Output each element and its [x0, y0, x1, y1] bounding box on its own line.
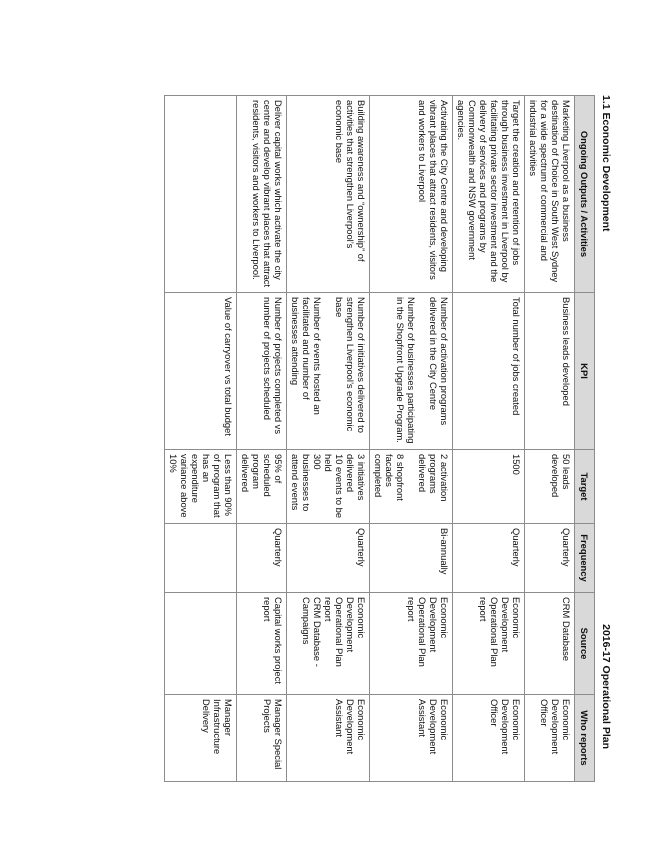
activity-cell: Building awareness and “ownership” of activities that strengthen Liverpool’s economic base — [287, 96, 370, 293]
frequency-cell: Bi-annually — [370, 524, 453, 593]
section-title: 1.1 Economic Development — [600, 95, 612, 232]
target-line: 10 events to be held — [323, 454, 345, 519]
source-cell — [165, 593, 237, 695]
target-cell: 50 leads developed — [525, 450, 575, 524]
column-header-activities: Ongoing Outputs / Activities — [575, 96, 595, 293]
operational-plan-table — [164, 95, 595, 782]
table-row — [453, 96, 525, 782]
target-cell: Less than 90% of program that has an expenditure variance above 10% — [165, 450, 237, 524]
kpi-cell: Number of projects completed vs number of projects scheduled — [237, 293, 287, 450]
table-row — [165, 96, 237, 782]
activity-cell: Deliver capital works which activate the city centre and develop vibrant places that attract residents, visitors and workers to Liverpool. — [237, 96, 287, 293]
column-header-who-reports: Who reports — [575, 695, 595, 782]
frequency-cell: Quarterly — [287, 524, 370, 593]
activity-cell: Target the creation and retention of jobs through business investment in Liverpool by facilitating private sector investment and the delivery of services and programs by Commonwealth and NSW government agencies. — [453, 96, 525, 293]
who-reports-cell: Economic Development Assistant — [370, 695, 453, 782]
kpi-cell — [370, 293, 453, 450]
target-cell — [287, 450, 370, 524]
activity-cell: Marketing Liverpool as a business destination of Choice in South West Sydney for a wide spectrum of commercial and industrial activities — [525, 96, 575, 293]
source-line: Economic Development Operational Plan report — [323, 597, 367, 667]
activity-cell: Activating the City Centre and developing vibrant places that attract residents, visitors and workers to Liverpool — [370, 96, 453, 293]
table-row — [237, 96, 287, 782]
target-cell — [370, 450, 453, 524]
who-reports-cell: Economic Development Assistant — [287, 695, 370, 782]
kpi-line: Number of events hosted an facilitated and number of businesses attending — [290, 297, 323, 415]
source-cell: Economic Development Operational Plan report — [453, 593, 525, 695]
frequency-cell: Quarterly — [525, 524, 575, 593]
who-reports-cell: Manager Infrastructure Delivery — [165, 695, 237, 782]
plan-title: 2016-17 Operational Plan — [600, 624, 612, 749]
kpi-cell: Business leads developed — [525, 293, 575, 450]
source-line: CRM Database - Campaigns — [301, 597, 323, 667]
source-cell — [287, 593, 370, 695]
source-cell: Economic Development Operational Plan report — [370, 593, 453, 695]
column-header-frequency: Frequency — [575, 524, 595, 593]
target-line: 300 businesses to attend events — [290, 454, 323, 512]
kpi-cell: Total number of jobs created — [453, 293, 525, 450]
column-header-source: Source — [575, 593, 595, 695]
column-header-kpi: KPI — [575, 293, 595, 450]
target-line: 2 activation programs delivered — [417, 454, 450, 502]
frequency-cell — [165, 524, 237, 593]
kpi-cell — [287, 293, 370, 450]
table-row — [370, 96, 453, 782]
kpi-line: Number of initiatives delivered to strengthen Liverpool’s economic base — [334, 297, 367, 434]
who-reports-cell: Manager Special Projects — [237, 695, 287, 782]
target-cell: 1500 — [453, 450, 525, 524]
column-header-target: Target — [575, 450, 595, 524]
activity-cell — [165, 96, 237, 293]
target-line: 3 initiatives delivered — [345, 454, 367, 501]
kpi-line: Number of businesses participating in the Shopfront Upgrade Program. — [395, 297, 417, 444]
source-cell: Capital works project report — [237, 593, 287, 695]
table-row — [525, 96, 575, 782]
kpi-line: Number of activation programs delivered in the City Centre — [428, 297, 450, 426]
target-cell: 95% of scheduled program delivered — [237, 450, 287, 524]
who-reports-cell: Economic Development Officer — [453, 695, 525, 782]
who-reports-cell: Economic Development Officer — [525, 695, 575, 782]
kpi-cell: Value of carryover vs total budget — [165, 293, 237, 450]
table-row — [287, 96, 370, 782]
target-line: 8 shopfront facades completed — [373, 454, 406, 501]
table-header-row — [575, 96, 595, 782]
frequency-cell: Quarterly — [453, 524, 525, 593]
source-cell: CRM Database — [525, 593, 575, 695]
frequency-cell: Quarterly — [237, 524, 287, 593]
